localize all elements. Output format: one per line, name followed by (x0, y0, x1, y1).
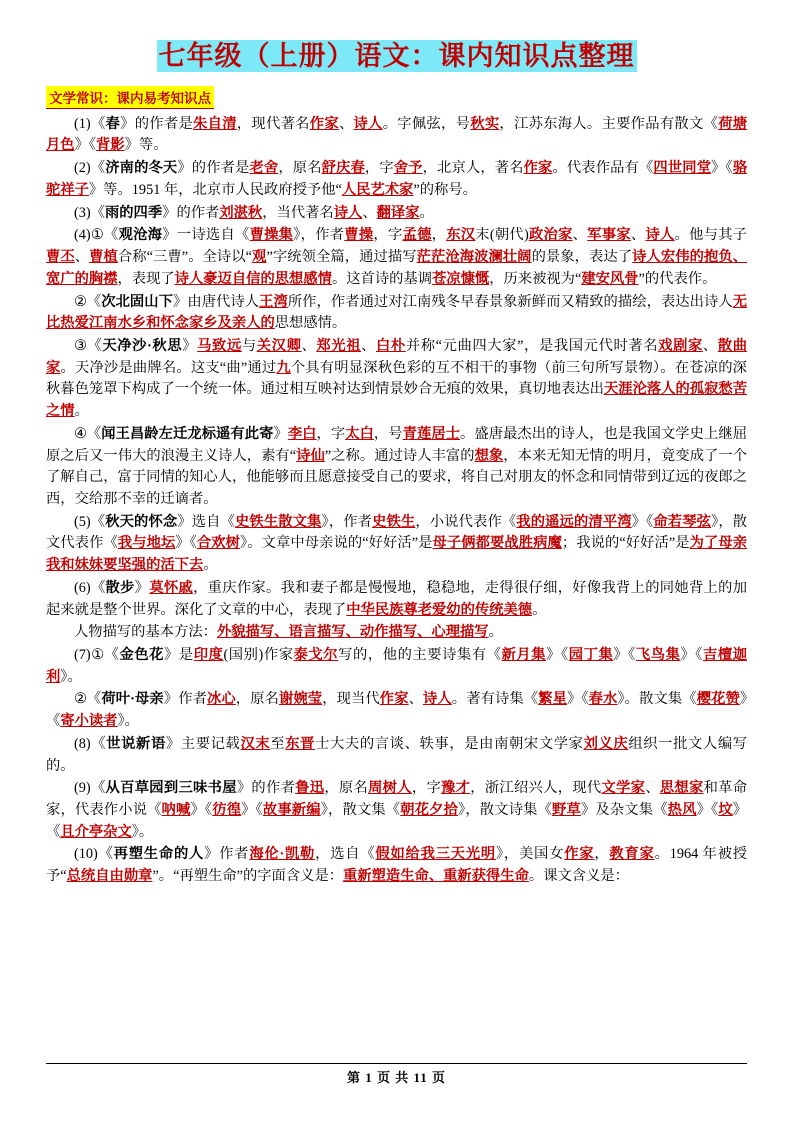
highlighted-term: 诗人 (333, 204, 363, 221)
work-title: 次北固山下 (101, 293, 173, 310)
highlighted-term: 冰心 (207, 691, 236, 708)
text-run: 》及杂文集《 (580, 802, 668, 819)
highlighted-term: 野草 (552, 802, 581, 819)
text-run: 和革命家，代表作小说《 (46, 780, 748, 819)
highlighted-term: 印度 (193, 647, 224, 663)
highlighted-term: 园丁集 (568, 647, 614, 663)
text-run: 。著有诗集《 (451, 691, 539, 708)
text-run: ；我说的“好好活”是 (561, 535, 690, 552)
text-run: 、 (301, 337, 317, 354)
highlighted-term: 荷塘月色 (46, 115, 748, 154)
text-run: 、 (74, 249, 90, 266)
paragraph (46, 689, 747, 732)
text-run: ②《 (74, 293, 102, 310)
paragraph (46, 512, 747, 577)
text-run: 》。散文集《 (617, 691, 697, 708)
text-run: ，当代著名 (262, 204, 334, 221)
highlighted-term: 总统自由勋章 (66, 868, 153, 885)
text-run: 。 (203, 557, 218, 574)
text-run: 士大夫的言谈、轶事，是由南朝宋文学家 (315, 735, 584, 752)
text-run: 》作者 (204, 846, 250, 863)
work-title: 观沧海 (118, 227, 163, 244)
highlighted-term: 合欢树 (196, 535, 241, 552)
highlighted-term: 诗人 (423, 691, 452, 708)
highlighted-term: 豫才 (441, 780, 471, 797)
paragraph (46, 203, 747, 225)
paragraph (46, 844, 747, 887)
highlighted-term: 朝花夕拾 (400, 802, 459, 819)
text-run: (4)①《 (74, 227, 119, 244)
text-run: 的景象，表达了 (531, 249, 633, 266)
text-run: ，原名 (278, 160, 322, 177)
highlighted-term: 白朴 (376, 337, 406, 354)
text-run: 。 (74, 403, 89, 420)
highlighted-term: 莫怀戚 (149, 579, 194, 596)
work-title: 荷叶·母亲 (101, 691, 164, 708)
text-run: ，原名 (235, 691, 279, 708)
text-run: 》由唐代诗人 (173, 293, 260, 310)
highlighted-term: 重新塑造生命、重新获得生命 (343, 868, 529, 885)
text-run: 、 (408, 691, 423, 708)
text-run: 与 (241, 337, 257, 354)
highlighted-term: 母子俩都要战胜病魔 (432, 535, 562, 552)
text-run: ，浙江绍兴人，现代 (470, 780, 602, 797)
text-run: 》的作者 (162, 204, 220, 221)
highlighted-term: 作家 (379, 691, 409, 708)
highlighted-term: 为了母亲我和妹妹要坚强的活下去 (46, 535, 748, 574)
text-run: 》等。1951 年，北京市人民政府授予他“ (88, 181, 342, 198)
highlighted-term: 背影 (96, 137, 125, 154)
text-run: 》主要记载 (165, 735, 241, 752)
text-run: 《 (703, 115, 719, 132)
highlighted-term: 故事新编 (262, 802, 321, 819)
highlighted-term: 青莲居士 (402, 425, 461, 442)
text-run: 》，散文集《 (320, 802, 401, 819)
highlighted-term: 外貌描写、语言描写、动作描写、心理描写 (216, 624, 489, 641)
highlighted-term: 曹丕 (46, 249, 75, 266)
text-run: 》 (182, 337, 198, 354)
text-run: (1)《 (74, 115, 106, 132)
text-run: 》《 (680, 647, 704, 663)
highlighted-term: 吉檀迦利 (46, 647, 748, 685)
text-run: ， (431, 227, 447, 244)
work-title: 从百草园到三味书屋 (105, 780, 237, 797)
text-run: ，历来被视为“ (489, 270, 582, 287)
highlighted-term: 诗人 (645, 227, 675, 244)
highlighted-term: 关汉卿 (256, 337, 302, 354)
text-run: ②《 (74, 691, 102, 708)
text-run: 组织一批文人编写的。 (46, 735, 748, 774)
text-run: ，号 (373, 425, 403, 442)
text-run: ，重庆作家。我和妻子都是慢慢地，稳稳地，走得很仔细，好像我背上的同她背上的加起来就是整个世界。深化了文章的中心，表现了 (46, 579, 748, 618)
highlighted-term: 我的遥远的清平湾 (516, 513, 632, 530)
text-run: 》是 (164, 647, 194, 663)
paragraph (46, 645, 747, 688)
text-run: 》，作者 (293, 227, 345, 244)
work-title: 散步 (105, 579, 135, 596)
paragraph (46, 734, 747, 777)
highlighted-term: 作家 (564, 846, 595, 863)
text-run: 》《 (46, 691, 748, 730)
highlighted-term: 新月集 (501, 647, 547, 663)
text-run: 》。 (131, 823, 154, 840)
work-title: 秋天的怀念 (105, 513, 178, 530)
text-run: 。他与其子 (674, 227, 748, 244)
paragraph (46, 578, 747, 621)
highlighted-term: 郑光祖 (316, 337, 362, 354)
work-title: 闻王昌龄左迁龙标遥有此寄 (101, 425, 274, 442)
text-run: 》选自《 (177, 513, 236, 530)
highlighted-term: 四世同堂 (653, 160, 712, 177)
highlighted-term: 思想家 (659, 780, 704, 797)
highlighted-term: 飞鸟集 (635, 647, 681, 663)
text-run: 》《 (631, 513, 654, 530)
highlighted-term: 诗仙 (296, 447, 325, 464)
text-run: 、 (702, 337, 718, 354)
text-run: 、 (645, 780, 660, 797)
highlighted-term: 观 (252, 249, 267, 266)
highlighted-term: 翻译家 (376, 204, 420, 221)
highlighted-term: 汉末 (240, 735, 271, 752)
highlighted-term: 老舍 (249, 160, 279, 177)
text-run: (7)①《 (74, 647, 120, 663)
highlighted-term: 苍凉慷慨 (432, 270, 490, 287)
text-run: ④《 (74, 425, 102, 442)
text-run: 末(朝代) (475, 227, 529, 244)
text-run: ，现代著名 (236, 115, 310, 132)
page-title-text: 七年级（上册）语文：课内知识点整理 (158, 41, 635, 71)
highlighted-term: 王湾 (259, 293, 288, 310)
work-title: 春 (105, 115, 121, 132)
highlighted-term: 我与地坛 (117, 535, 176, 552)
text-run: 》《 (46, 802, 748, 840)
highlighted-term: 无比热爱江南水乡和怀念家乡及亲人的 (46, 293, 748, 332)
text-run: 》 (273, 425, 288, 442)
paragraph (46, 424, 747, 511)
work-title: 济南的冬天 (105, 160, 178, 177)
text-run: 》《 (74, 137, 97, 154)
text-run: 》作者 (163, 691, 207, 708)
highlighted-term: 舒庆春 (321, 160, 365, 177)
text-run: 》，美国女 (495, 846, 565, 863)
text-run: 。盛唐最杰出的诗人，也是我国文学史上继屈原之后又一伟大的浪漫主义诗人，素有“ (46, 425, 748, 464)
text-run: 》。文章中母亲说的“好好活”是 (240, 535, 433, 552)
highlighted-term: 泰戈尔 (293, 647, 339, 663)
text-run: 思想感情。 (274, 315, 347, 332)
text-run: ，字 (411, 780, 442, 797)
highlighted-term: 周树人 (368, 780, 412, 797)
work-title: 天净沙·秋思 (102, 337, 183, 354)
text-run: (国别)作家 (223, 647, 294, 663)
text-run: 、 (338, 115, 354, 132)
text-run: ，小说代表作《 (415, 513, 517, 530)
text-run: 合称“三曹”。全诗以“ (117, 249, 253, 266)
text-run: 、 (572, 227, 588, 244)
text-run: ，字 (316, 425, 346, 442)
text-run: 》《 (613, 647, 636, 663)
text-run: ”的称号。 (413, 181, 477, 198)
text-run: 。1964 年被授予“ (46, 846, 748, 885)
text-run: ”之称。通过诗人丰富的 (324, 447, 475, 464)
paragraph (46, 336, 747, 423)
highlighted-term: 中华民族尊老爱幼的传统美德 (346, 601, 533, 618)
highlighted-term: 热风 (667, 802, 697, 819)
highlighted-term: 军事家 (587, 227, 631, 244)
text-run: 、 (362, 204, 377, 221)
text-run: (2)《 (74, 160, 106, 177)
text-run: 至 (270, 735, 286, 752)
highlighted-term: 教育家 (609, 846, 655, 863)
highlighted-term: 马致远 (197, 337, 242, 354)
text-run: (8)《 (74, 735, 107, 752)
highlighted-term: 曹操 (344, 227, 374, 244)
highlighted-term: 东汉 (446, 227, 476, 244)
text-run: 》《 (696, 802, 719, 819)
text-run: ，现当代 (322, 691, 380, 708)
text-run: 所作，作者通过对江南残冬早春景象新鲜而又精致的描绘，表达出诗人 (287, 293, 733, 310)
highlighted-term: 刘湛秋 (219, 204, 263, 221)
text-run: 》，散文代表作《 (46, 513, 748, 552)
text-run: ”。“再塑生命”的字面含义是： (152, 868, 344, 885)
text-run: 。 (488, 624, 503, 641)
highlighted-term: 曹操集 (249, 227, 294, 244)
text-run: 》 (134, 579, 150, 596)
highlighted-term: 建安风骨 (581, 270, 639, 287)
text-run: 。天净沙是曲牌名。这支“ (60, 359, 227, 376)
text-run: 曲 (226, 359, 241, 376)
work-title: 雨的四季 (104, 204, 163, 221)
highlighted-term: 九 (276, 359, 291, 376)
work-title: 金色花 (119, 647, 165, 663)
section-heading: 文学常识：课内易考知识点 (46, 86, 214, 109)
text-run: ”通过 (240, 359, 277, 376)
highlighted-term: 茫茫沧海波澜壮阔 (416, 249, 532, 266)
highlighted-term: 骆驼祥子 (46, 160, 748, 198)
text-run: 》的作者是 (177, 160, 250, 177)
text-run: (10)《 (74, 846, 114, 863)
text-run: ③《 (74, 337, 103, 354)
text-run: ，字 (364, 160, 394, 177)
text-run: ”的代表作。 (638, 270, 717, 287)
paragraph (46, 778, 747, 843)
paragraph (46, 114, 747, 157)
highlighted-term: 曹植 (89, 249, 118, 266)
highlighted-term: 樱花赞 (696, 691, 740, 708)
text-run: 》《 (711, 160, 733, 177)
section-heading-wrap (46, 84, 747, 112)
text-run: ”字统领全篇，通过描写 (266, 249, 417, 266)
document-body (46, 114, 747, 888)
paragraph (46, 292, 747, 335)
highlighted-term: 寄小读者 (60, 713, 118, 730)
text-run: 》，作者 (321, 513, 373, 530)
text-run: 》等。 (124, 137, 168, 154)
text-run: 人物描写的基本方法： (74, 624, 217, 641)
highlighted-term: 天涯沦落人的孤寂愁苦之情 (46, 381, 748, 420)
text-run: 、 (630, 227, 646, 244)
text-run: 。 (532, 601, 547, 618)
highlighted-term: 春水 (588, 691, 618, 708)
text-run: (6)《 (74, 579, 106, 596)
highlighted-term: 史铁生 (372, 513, 416, 530)
highlighted-term: 命若琴弦 (653, 513, 712, 530)
highlighted-term: 作家 (309, 115, 339, 132)
highlighted-term: 舍予 (393, 160, 423, 177)
highlighted-term: 诗人豪迈自信的思想感情 (174, 270, 332, 287)
text-run: (5)《 (74, 513, 106, 530)
footer-divider (46, 1063, 747, 1064)
highlighted-term: 想象 (474, 447, 504, 464)
highlighted-term: 朱自清 (193, 115, 237, 132)
page-footer: 第 1 页 共 11 页 (346, 1070, 447, 1085)
text-run: 、 (361, 337, 377, 354)
text-run: 》。 (117, 713, 139, 730)
text-run: 。 (419, 204, 434, 221)
text-run: ，表现了 (117, 270, 175, 287)
highlighted-term: 文学家 (601, 780, 646, 797)
highlighted-term: 诗人 (353, 115, 383, 132)
text-run: 。这首诗的基调 (331, 270, 433, 287)
highlighted-term: 散曲家 (46, 337, 748, 376)
text-run: (9)《 (74, 780, 106, 797)
text-run: ，选自《 (315, 846, 376, 863)
highlighted-term: 孟德 (402, 227, 432, 244)
highlighted-term: 戏剧家 (658, 337, 703, 354)
text-run: 》的作者 (236, 780, 296, 797)
highlighted-term: 海伦·凯勒 (249, 846, 316, 863)
text-run: 。字佩弦，号 (382, 115, 471, 132)
highlighted-term: 坟 (718, 802, 733, 819)
text-run: 》《 (175, 535, 197, 552)
text-run: ，本来无知无情的明月，竟变成了一个了解自己，富于同情的知心人，他能够而且愿意接受自己的要求，将自己对朋友的怀念和同情带到辽远的夜郎之西，交给那不幸的迁谪者。 (46, 447, 748, 507)
highlighted-term: 东晋 (285, 735, 316, 752)
text-run: ，北京人，著名 (422, 160, 524, 177)
text-run: 。代表作品有《 (552, 160, 654, 177)
highlighted-term: 假如给我三天光明 (375, 846, 496, 863)
highlighted-term: 彷徨 (212, 802, 242, 819)
highlighted-term: 太白 (345, 425, 374, 442)
text-run: 》，散文诗集《 (458, 802, 553, 819)
highlighted-term: 秋实 (470, 115, 500, 132)
text-run: 》《 (241, 802, 263, 819)
highlighted-term: 且介亭杂文 (60, 823, 132, 840)
text-run: ，江苏东海人。主要作品有散文 (499, 115, 704, 132)
text-run: 写的，他的主要诗集有《 (338, 647, 502, 663)
work-title: 世说新语 (106, 735, 166, 752)
paragraph (46, 225, 747, 290)
paragraph (46, 622, 747, 644)
text-run: 》。 (60, 668, 82, 685)
paragraph (46, 158, 747, 201)
text-run: 》一诗选自《 (162, 227, 250, 244)
work-title: 再塑生命的人 (113, 846, 205, 863)
highlighted-term: 呐喊 (161, 802, 191, 819)
highlighted-term: 人民艺术家 (341, 181, 414, 198)
text-run: 》的作者是 (120, 115, 194, 132)
text-run: 。课文含义是： (528, 868, 629, 885)
text-run: 个具有明显深秋色彩的互不相干的事物（前三句所写景物）。在苍凉的深秋暮色笼罩下构成了一个统一体。通过相互映衬达到情景妙合无痕的效果，真切地表达出 (46, 359, 747, 398)
text-run: 》《 (546, 647, 569, 663)
text-run: 》《 (190, 802, 213, 819)
highlighted-term: 史铁生散文集 (235, 513, 322, 530)
highlighted-term: 刘义庆 (583, 735, 629, 752)
highlighted-term: 作家 (523, 160, 553, 177)
highlighted-term: 李白 (287, 425, 317, 442)
text-run: ，字 (373, 227, 403, 244)
highlighted-term: 诗人宏伟的抱负、宽广的胸襟 (46, 249, 748, 287)
text-run: ， (594, 846, 610, 863)
highlighted-term: 繁星 (538, 691, 567, 708)
text-run: ，原名 (324, 780, 369, 797)
text-run: (3)《 (74, 204, 105, 221)
highlighted-term: 鲁迅 (295, 780, 325, 797)
highlighted-term: 政治家 (528, 227, 573, 244)
text-run: 》《 (566, 691, 589, 708)
page-title (46, 40, 747, 74)
text-run: 并称“元曲四大家”，是我国元代时著名 (405, 337, 659, 354)
highlighted-term: 谢婉莹 (279, 691, 323, 708)
